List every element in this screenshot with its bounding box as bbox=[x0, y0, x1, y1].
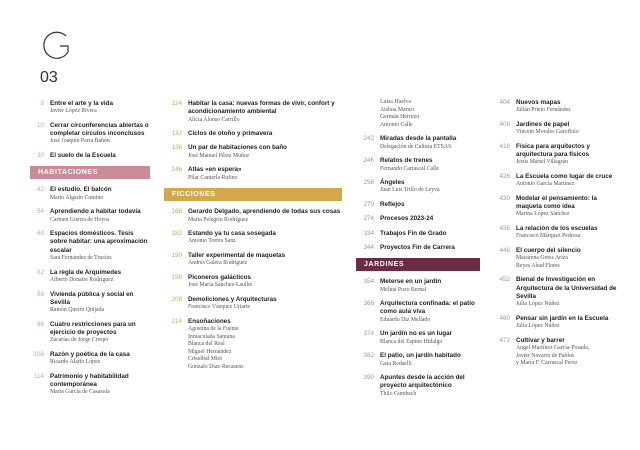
entry-author: Blanca del Real bbox=[188, 341, 225, 348]
entry-author: Jesús Martel Villagrán bbox=[516, 159, 569, 166]
entry-author: Luisa Huelva bbox=[380, 99, 412, 105]
toc-entry[interactable] bbox=[356, 135, 480, 151]
page-number: 146 bbox=[171, 166, 182, 174]
entry-title: Física para arquitectos y arquitectura para físicos bbox=[516, 142, 590, 159]
entry-author: Gaia Redaelli bbox=[380, 360, 412, 367]
entry-title: Jardines de papel bbox=[516, 120, 570, 128]
toc-entry[interactable] bbox=[356, 201, 480, 209]
toc-entry-body bbox=[380, 300, 480, 324]
entry-title: La regla de Arquímedes bbox=[50, 268, 122, 276]
entry-author: Mario Algarín Comino bbox=[50, 194, 104, 201]
entry-title: La Escuela como lugar de cruce bbox=[516, 172, 613, 180]
toc-entry[interactable] bbox=[164, 230, 342, 246]
toc-entry-body bbox=[380, 330, 480, 346]
entry-title: Miradas desde la pantalla bbox=[380, 135, 457, 143]
toc-entry[interactable] bbox=[492, 315, 624, 331]
page-number: 114 bbox=[33, 372, 44, 380]
page-number: 460 bbox=[499, 314, 510, 322]
toc-entry[interactable] bbox=[356, 300, 480, 324]
page-number: 374 bbox=[363, 330, 374, 338]
entry-author: Francisco Vázquez Uriarte bbox=[188, 304, 251, 311]
entry-author: Javier López Rivera bbox=[50, 108, 97, 115]
entry-author: José María Sánchez-Laulhé bbox=[188, 282, 253, 289]
entry-title: Demoliciones y Arquitecturas bbox=[188, 295, 277, 303]
page-number: 242 bbox=[363, 135, 374, 143]
entry-title: Razón y poética de la casa bbox=[50, 350, 130, 358]
toc-entry-body bbox=[516, 247, 624, 270]
page-number: 452 bbox=[499, 276, 510, 284]
page-number: 132 bbox=[171, 130, 182, 138]
toc-entry[interactable] bbox=[492, 276, 624, 308]
toc-entry-body bbox=[380, 230, 480, 238]
entry-author: Javier Navarro de Pablos bbox=[516, 352, 575, 359]
toc-entry-body bbox=[188, 166, 342, 182]
toc-entry[interactable] bbox=[356, 374, 480, 398]
page-number: 416 bbox=[499, 142, 510, 150]
entry-author: José Manuel Pérez Muñoz bbox=[188, 152, 250, 159]
entry-author: Thilo Gumbsch bbox=[380, 390, 417, 397]
toc-entry-body bbox=[50, 373, 150, 397]
entry-title: Pensar sin jardín en la Escuela bbox=[516, 314, 609, 322]
entry-title: Arquitectura confinada: el patio como aula viva bbox=[380, 300, 475, 316]
toc-entry-body bbox=[50, 152, 150, 160]
entry-author: Antonio Torres Sanz bbox=[188, 238, 236, 245]
page-number: 408 bbox=[499, 120, 510, 128]
toc-entry[interactable] bbox=[492, 195, 624, 219]
toc-entry[interactable] bbox=[356, 179, 480, 195]
entry-title: Aprendiendo a habitar todavía bbox=[50, 208, 141, 216]
toc-column-4 bbox=[492, 99, 624, 374]
toc-entry-body bbox=[50, 291, 150, 315]
toc-entry-body bbox=[188, 230, 342, 246]
toc-column-1 bbox=[26, 100, 150, 403]
entry-author: Francisco Márquez Pedrosa bbox=[516, 233, 581, 240]
entry-author: Sara Fernández de Trucios bbox=[50, 255, 112, 262]
page-number: 82 bbox=[36, 268, 44, 276]
toc-entry[interactable] bbox=[26, 321, 150, 345]
toc-entry[interactable] bbox=[164, 144, 342, 160]
toc-entry-body bbox=[380, 135, 480, 151]
entry-title: Cultivar y barrer bbox=[516, 336, 565, 344]
page-number: 446 bbox=[499, 246, 510, 254]
page-number: 190 bbox=[171, 252, 182, 260]
entry-author: Antonio García Martínez bbox=[516, 181, 575, 188]
entry-author: Macarena Gross Ariza bbox=[516, 255, 568, 262]
entry-author: Blanca del Espino Hidalgo bbox=[380, 338, 443, 345]
entry-title: Patrimonio y habitabilidad contemporánea bbox=[50, 372, 129, 389]
entry-author: Marina López Sánchez bbox=[516, 211, 570, 218]
entry-title: Apuntes desde la acción del proyecto arquitectónico bbox=[380, 374, 465, 390]
toc-entry-body bbox=[50, 269, 150, 285]
page-number: 258 bbox=[363, 179, 374, 187]
toc-entry[interactable] bbox=[492, 99, 624, 115]
entry-author: Zacarías de Jorge Crespo bbox=[50, 337, 109, 344]
toc-entry[interactable] bbox=[492, 143, 624, 167]
toc-entry[interactable] bbox=[356, 278, 480, 294]
entry-title: Un par de habitaciones con baño bbox=[188, 144, 288, 152]
page-number: 404 bbox=[499, 99, 510, 106]
entry-title: Cerrar circunferencias abiertas o completar círculos inconclusos bbox=[50, 121, 149, 138]
section-banner-col3: JARDINES bbox=[356, 258, 480, 271]
logo bbox=[38, 30, 78, 90]
toc-column-3 bbox=[356, 99, 480, 404]
entry-title: Proyectos Fin de Carrera bbox=[380, 243, 455, 251]
toc-entry[interactable] bbox=[26, 208, 150, 224]
toc-entry-body bbox=[380, 244, 480, 252]
page-number: 214 bbox=[171, 317, 182, 325]
page-number: 124 bbox=[171, 100, 182, 107]
toc-entry[interactable] bbox=[26, 122, 150, 146]
entry-title: Cuatro restricciones para un ejercicio de proyectos bbox=[50, 320, 136, 337]
toc-entry[interactable] bbox=[356, 215, 480, 223]
entry-author: Antonio Calle bbox=[380, 121, 413, 128]
toc-entry-body bbox=[50, 321, 150, 345]
entry-title: Meterse en un jardín bbox=[380, 278, 442, 286]
entry-author: Alberto Donaire Rodríguez bbox=[50, 276, 114, 283]
toc-entry[interactable] bbox=[356, 230, 480, 238]
entry-author: Melina Pozo Bernal bbox=[380, 286, 427, 293]
toc-entry[interactable] bbox=[164, 208, 342, 224]
toc-entry-body bbox=[50, 122, 150, 146]
toc-entry-body bbox=[516, 225, 624, 241]
toc-entry[interactable] bbox=[356, 330, 480, 346]
toc-entry[interactable] bbox=[492, 247, 624, 270]
toc-entry-body bbox=[516, 99, 624, 115]
toc-entry[interactable] bbox=[356, 157, 480, 173]
entry-author: Ricardo Alario López bbox=[50, 359, 101, 366]
page-number: 168 bbox=[171, 208, 182, 216]
entry-title: Ángeles bbox=[380, 179, 405, 187]
entry-title: Trabajos Fin de Grado bbox=[380, 229, 447, 237]
page-number: 42 bbox=[36, 186, 44, 194]
toc-entry[interactable] bbox=[164, 318, 342, 372]
entry-author: Inmaculada Santana bbox=[188, 333, 235, 340]
entry-title: Bienal de Investigación en Arquitectura de la Universidad de Sevilla bbox=[516, 276, 617, 301]
toc-column-2 bbox=[164, 100, 342, 378]
section-banner-col2: FICCIONES bbox=[164, 188, 342, 201]
page-number: 88 bbox=[36, 290, 44, 298]
entry-title: El patio, un jardín habitado bbox=[380, 352, 461, 360]
entry-author: Julián Prieto Fernández bbox=[516, 107, 571, 114]
entry-author: Miguel Hernández bbox=[188, 348, 232, 355]
entry-author: Marta Pelegrín Rodríguez bbox=[188, 216, 249, 223]
entry-author: Marta García de Casasola bbox=[50, 389, 110, 396]
toc-entry-body bbox=[380, 201, 480, 209]
entry-title: Entre el arte y la vida bbox=[50, 100, 113, 107]
entry-author: Reyes Abad Flores bbox=[516, 262, 560, 269]
entry-title: Ensoñaciones bbox=[188, 317, 231, 325]
toc-entry[interactable] bbox=[26, 186, 150, 202]
entry-author: Fernando Carrascal Calle bbox=[380, 165, 439, 172]
toc-entry[interactable] bbox=[492, 121, 624, 137]
toc-entry-body bbox=[516, 276, 624, 308]
toc-entry-body bbox=[380, 157, 480, 173]
page-number: 354 bbox=[363, 278, 374, 286]
page-number: 198 bbox=[171, 273, 182, 281]
toc-entry[interactable] bbox=[492, 337, 624, 368]
entry-title: Estando ya tu casa sosegada bbox=[188, 230, 276, 238]
entry-title: La relación de los escuelas bbox=[516, 225, 598, 233]
toc-entry-body bbox=[380, 278, 480, 294]
toc-entry[interactable] bbox=[164, 166, 342, 182]
page-number: 382 bbox=[363, 352, 374, 360]
entry-title: Habitar la casa: nuevas formas de vivir, confort y acondicionamiento ambiental bbox=[188, 100, 335, 116]
toc-entry[interactable] bbox=[26, 373, 150, 397]
entry-title: Nuevos mapas bbox=[516, 99, 561, 106]
page-number: 54 bbox=[36, 208, 44, 216]
continued-authors bbox=[380, 99, 480, 129]
page-number: 68 bbox=[36, 230, 44, 238]
page-number: 334 bbox=[363, 229, 374, 237]
entry-title: Relatos de trenes bbox=[380, 157, 433, 165]
toc-entry[interactable] bbox=[164, 100, 342, 124]
toc-entry-body bbox=[188, 144, 342, 160]
entry-author: Vincent Morales Garoffolo bbox=[516, 129, 579, 136]
entry-author: Agostina de la Fuente bbox=[188, 326, 239, 333]
logo-number: 03 bbox=[40, 69, 58, 86]
page-number: 436 bbox=[499, 225, 510, 233]
logo-mark bbox=[38, 30, 78, 90]
toc-entry-body bbox=[516, 315, 624, 331]
toc-entry[interactable] bbox=[356, 244, 480, 252]
page-number: 136 bbox=[171, 144, 182, 152]
toc-entry[interactable] bbox=[164, 296, 342, 312]
entry-author: Cristóbal Miró bbox=[188, 356, 223, 363]
toc-entry[interactable] bbox=[164, 274, 342, 290]
entry-author: Ángel Martínez García-Posada, bbox=[516, 345, 590, 352]
page-number: 208 bbox=[171, 295, 182, 303]
page-number: 270 bbox=[363, 201, 374, 209]
toc-entry-body bbox=[380, 179, 480, 195]
toc-entry-body bbox=[380, 215, 480, 223]
page-number: 8 bbox=[40, 100, 44, 107]
toc-entry-body bbox=[188, 130, 342, 138]
toc-entry-body bbox=[188, 208, 342, 224]
toc-entry[interactable] bbox=[26, 100, 150, 116]
toc-entry-body bbox=[516, 121, 624, 137]
entry-title: Modelar el pensamiento: la maqueta como idea bbox=[516, 194, 597, 211]
page-number: 106 bbox=[33, 350, 44, 358]
toc-entry[interactable] bbox=[164, 130, 342, 138]
page-number: 182 bbox=[171, 230, 182, 238]
toc-entry[interactable] bbox=[492, 225, 624, 241]
entry-author: Gonzalo Díaz-Recasens bbox=[188, 363, 244, 370]
entry-title: Taller experimental de maquetas bbox=[188, 252, 286, 260]
entry-author: Alicia Alonso Carrillo bbox=[188, 116, 240, 123]
entry-author: Julia López Núñez bbox=[516, 301, 560, 308]
entry-author: Julia López Núñez bbox=[516, 323, 560, 330]
entry-title: Gerardo Delgado, aprendiendo de todas sus cosas bbox=[188, 208, 341, 216]
toc-entry-body bbox=[188, 296, 342, 312]
entry-author: y María F. Carrascal Pérez bbox=[516, 360, 578, 367]
entry-title: Espacios domésticos. Tesis sobre habitar: una aproximación escalar bbox=[50, 230, 148, 254]
page-number: 246 bbox=[363, 157, 374, 165]
page-number: 274 bbox=[363, 215, 374, 223]
entry-author: Delegación de Cultura ETSAS bbox=[380, 143, 452, 150]
entry-title: Procesos 2023-24 bbox=[380, 215, 434, 223]
entry-title: Piconeros galácticos bbox=[188, 273, 251, 281]
page-number: 344 bbox=[363, 243, 374, 251]
toc-entry-body bbox=[50, 351, 150, 367]
entry-author: Pilar Canterla Rufino bbox=[188, 174, 238, 181]
entry-title: Un jardín no es un lugar bbox=[380, 330, 453, 338]
toc-entry[interactable] bbox=[492, 173, 624, 189]
toc-entry[interactable] bbox=[164, 252, 342, 268]
toc-entry-body bbox=[50, 100, 150, 116]
entry-author: Aishoa Maruri bbox=[380, 106, 414, 113]
toc-entry-body bbox=[188, 318, 342, 372]
toc-entry-body bbox=[516, 173, 624, 189]
toc-entry[interactable] bbox=[356, 352, 480, 368]
page-number: 430 bbox=[499, 194, 510, 202]
toc-entry-body bbox=[380, 352, 480, 368]
toc-entry[interactable] bbox=[26, 291, 150, 315]
toc-entry-body bbox=[188, 100, 342, 124]
toc-entry-body bbox=[516, 195, 624, 219]
toc-entry-body bbox=[516, 337, 624, 368]
toc-entry-body bbox=[380, 374, 480, 398]
toc-entry-body bbox=[516, 143, 624, 167]
entry-title: El estudio. El balcón bbox=[50, 186, 112, 194]
page-number: 96 bbox=[36, 320, 44, 328]
entry-author: Andrés Galera Rodríguez bbox=[188, 260, 248, 267]
toc-entry-body bbox=[188, 274, 342, 290]
page-number: 390 bbox=[363, 374, 374, 382]
toc-entry[interactable] bbox=[26, 351, 150, 367]
toc-entry[interactable] bbox=[26, 230, 150, 262]
entry-author: Juan Luis Trillo de Leyva bbox=[380, 187, 440, 194]
entry-author: Eduardo Diz Mellado bbox=[380, 316, 431, 323]
toc-entry[interactable] bbox=[26, 152, 150, 160]
toc-entry-body bbox=[50, 208, 150, 224]
entry-title: Atlas «en espera» bbox=[188, 166, 242, 174]
toc-entry-body bbox=[188, 252, 342, 268]
entry-author: Carmen Guerra de Hoyos bbox=[50, 216, 110, 223]
page-number: 366 bbox=[363, 300, 374, 308]
page-number: 426 bbox=[499, 172, 510, 180]
page-number: 10 bbox=[36, 121, 44, 129]
page-number: 30 bbox=[36, 152, 44, 160]
entry-title: Reflejos bbox=[380, 201, 405, 209]
toc-entry-body bbox=[50, 230, 150, 262]
section-banner-col1: HABITACIONES bbox=[30, 166, 150, 179]
entry-title: El suelo de la Escuela bbox=[50, 152, 116, 160]
page-number: 472 bbox=[499, 336, 510, 344]
entry-title: El cuerpo del silencio bbox=[516, 246, 581, 254]
toc-entry[interactable] bbox=[26, 269, 150, 285]
entry-title: Vivienda pública y social en Sevilla bbox=[50, 290, 134, 306]
entry-author: Germán Herruzo bbox=[380, 114, 420, 121]
entry-author: Ramón Queiro Quijada bbox=[50, 307, 105, 314]
entry-title: Ciclos de otoño y primavera bbox=[188, 130, 273, 138]
toc-entry-body bbox=[50, 186, 150, 202]
entry-author: José Joaquín Parra Bañón bbox=[50, 138, 110, 145]
